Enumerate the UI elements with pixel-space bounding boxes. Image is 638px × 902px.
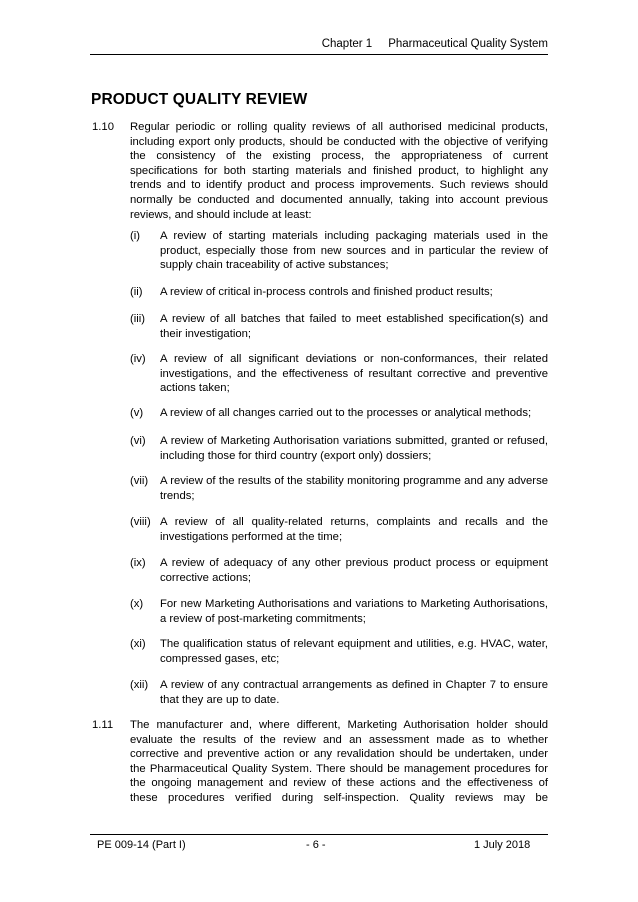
list-item-text: A review of adequacy of any other previous product process or equipment corrective actions; (160, 557, 548, 584)
footer-doc-ref: PE 009-14 (Part I) (97, 839, 186, 851)
list-item-text: A review of Marketing Authorisation variations submitted, granted or refused, including those for third country (export only) dossiers; (160, 435, 548, 462)
list-item-text: A review of all batches that failed to meet established specification(s) and their investigation; (160, 313, 548, 340)
list-item-label: (iv) (130, 353, 146, 365)
list-item-label: (x) (130, 598, 144, 610)
list-item-label: (v) (130, 407, 144, 419)
list-item-text: A review of all changes carried out to the processes or analytical methods; (160, 407, 532, 419)
footer-rule (90, 834, 548, 835)
list-item-text: A review of any contractual arrangements as defined in Chapter 7 to ensure that they are up to date. (160, 679, 548, 706)
list-item-label: (xi) (130, 638, 146, 650)
header-title: Pharmaceutical Quality System (388, 38, 548, 50)
list-item-text: A review of all quality-related returns, complaints and recalls and the investigations performed at the time; (160, 516, 548, 543)
header-rule (90, 54, 548, 55)
list-item-label: (i) (130, 230, 141, 242)
list-item-text: A review of critical in-process controls and finished product results; (160, 286, 493, 298)
list-item-text: A review of the results of the stability monitoring programme and any adverse trends; (160, 475, 548, 502)
section-title: PRODUCT QUALITY REVIEW (91, 91, 308, 108)
list-item-label: (iii) (130, 313, 146, 325)
list-item-label: (ii) (130, 286, 143, 298)
paragraph-number: 1.11 (92, 719, 114, 731)
list-item-text: A review of all significant deviations or non-conformances, their related investigations, and the effectiveness of resultant corrective and preventive actions taken; (160, 353, 548, 395)
paragraph-number: 1.10 (92, 121, 114, 133)
list-item-label: (vi) (130, 435, 146, 447)
list-item-label: (vii) (130, 475, 149, 487)
list-item-label: (ix) (130, 557, 146, 569)
list-item-text: The qualification status of relevant equipment and utilities, e.g. HVAC, water, compressed gases, etc; (160, 638, 548, 665)
paragraph-text: The manufacturer and, where different, Marketing Authorisation holder should evaluate the results of the review and an assessment made as to whether corrective and preventive action or any revalidation should be undertaken, under the Pharmaceutical Quality System. There should be management procedures for the ongoing management and review of these actions and the effectiveness of these procedures verified during self-inspection. Quality reviews may be (130, 719, 548, 804)
paragraph-text: Regular periodic or rolling quality reviews of all authorised medicinal products, including export only products, should be conducted with the objective of verifying the consistency of the existing process, the appropriateness of current specifications for both starting materials and finished product, to highlight any trends and to identify product and process improvements. Such reviews should normally be conducted and documented annually, taking into account previous reviews, and should include at least: (130, 121, 548, 221)
list-item-label: (xii) (130, 679, 149, 691)
running-header (90, 38, 548, 54)
list-item-text: For new Marketing Authorisations and variations to Marketing Authorisations, a review of post-marketing commitments; (160, 598, 548, 625)
header-chapter: Chapter 1 (321, 38, 373, 50)
footer-page-number: - 6 - (306, 839, 326, 851)
list-item-text: A review of starting materials including packaging materials used in the product, especially those from new sources and in particular the review of supply chain traceability of active substances; (160, 230, 548, 272)
footer-date: 1 July 2018 (474, 839, 531, 851)
list-item-label: (viii) (130, 516, 151, 528)
